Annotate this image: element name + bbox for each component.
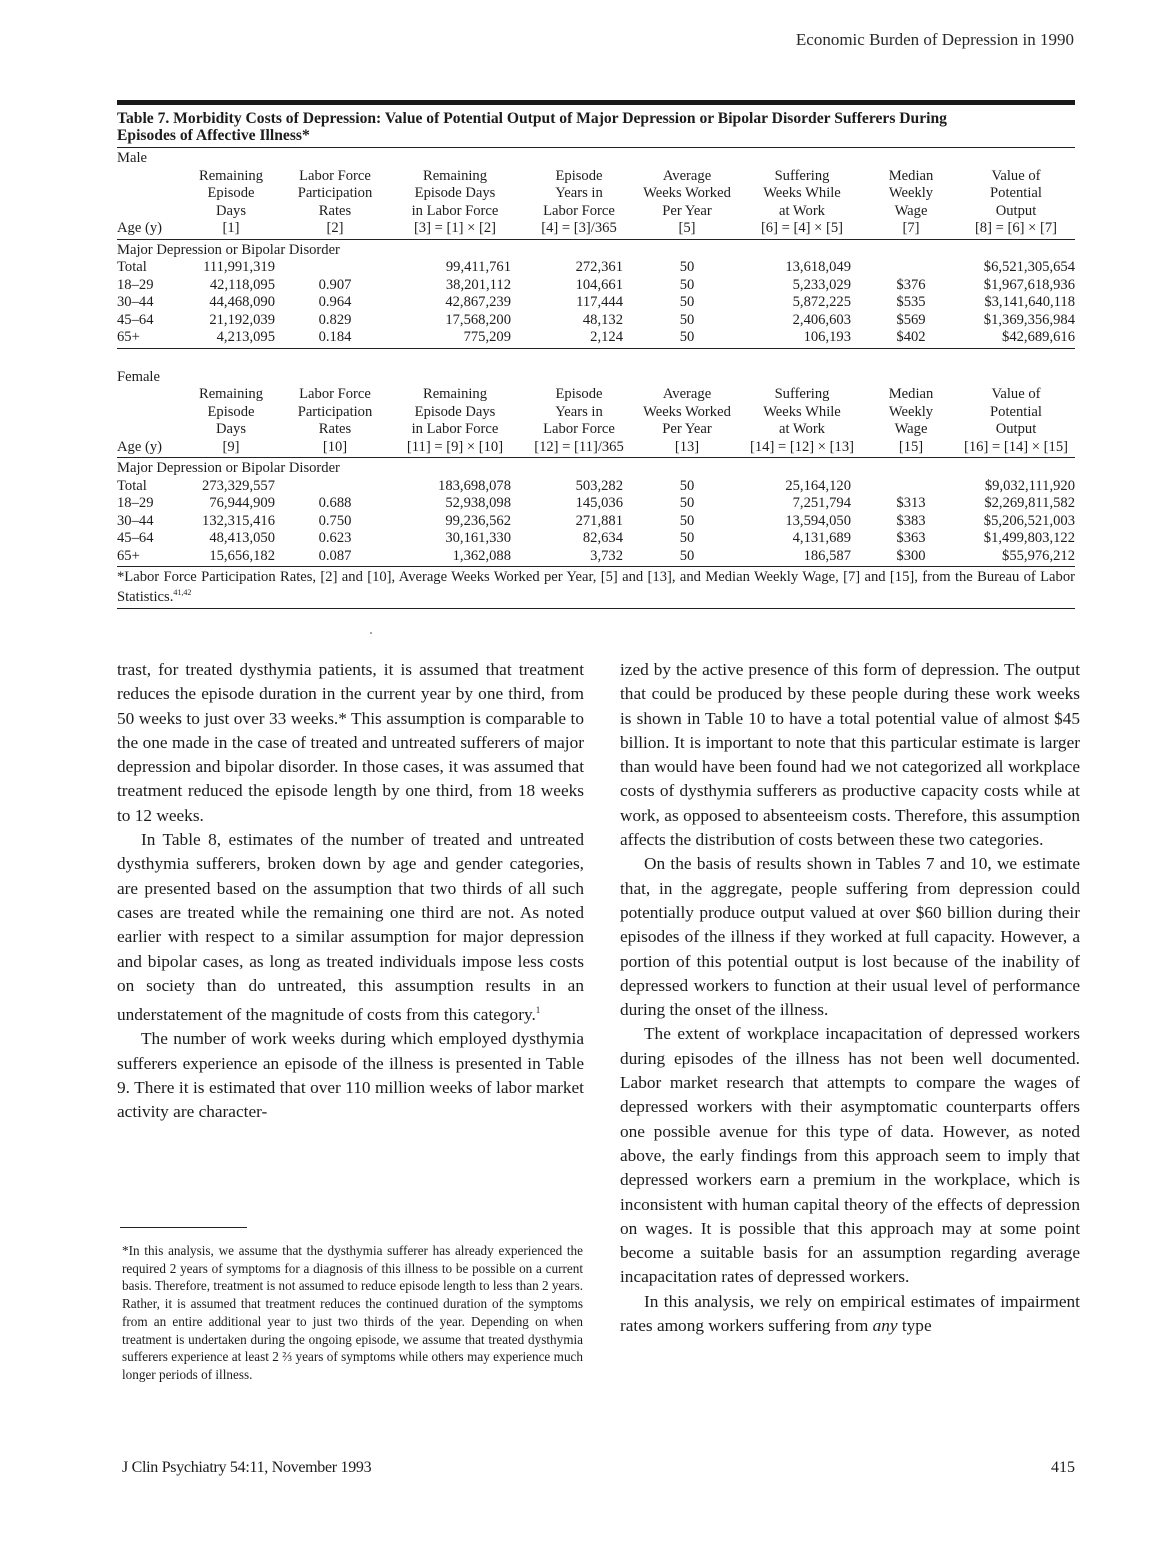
citation-ref: 1 [535, 1005, 541, 1016]
column-header: Years in [555, 403, 603, 420]
paragraph: The extent of workplace incapacitation of depressed workers during episodes of the illness has not been well documented. Labor market research that attempts to compare the wages of depressed workers with their asymptomatic counterparts offers one possible avenue for this type of data. However, as noted above, the early findings from this approach seem to imply that depressed workers earn a premium in the workplace, which is inconsistent with human capital theory of the effects of depression on wages. It is possible that this approach may at some point become a suitable basis for an assumption regarding average incapacitation rates of depressed workers. [620, 1024, 1080, 1287]
table-cell: 273,329,557 [202, 477, 275, 494]
table-row [117, 294, 1075, 312]
column-header: [12] = [11]/365 [523, 439, 635, 458]
column-header: Labor Force [299, 167, 371, 184]
column-header [117, 421, 179, 439]
column-header: Median [888, 167, 934, 184]
column-header: Days [216, 421, 246, 437]
table-cell: 15,656,182 [179, 548, 283, 567]
table-cell: 5,872,225 [792, 294, 851, 310]
table-cell: 45–64 [117, 530, 154, 546]
table-cell: 52,938,098 [445, 495, 511, 511]
table-cell: 48,132 [582, 311, 623, 328]
table-cell: 50 [679, 276, 695, 293]
table-cell: 272,361 [575, 259, 623, 275]
column-header: [13] [635, 439, 739, 458]
column-header: Remaining [198, 386, 264, 402]
column-header: Output [995, 421, 1037, 437]
footnote-separator [120, 1227, 247, 1228]
table-cell: Total [117, 259, 147, 275]
column-header: Median [888, 386, 934, 402]
table-cell: $6,521,305,654 [983, 259, 1075, 275]
table-cell: 65+ [117, 548, 179, 567]
table-cell: 50 [679, 512, 695, 529]
column-header: Participation [297, 185, 373, 201]
table-cell: 99,411,761 [445, 259, 511, 275]
body-column-right [620, 658, 1080, 1338]
table-cell: 0.184 [283, 329, 387, 348]
table-cell: $376 [896, 276, 926, 293]
table-row [117, 329, 1075, 348]
column-header: Age (y) [117, 439, 179, 458]
column-header [117, 386, 179, 404]
paragraph: In Table 8, estimates of the number of treated and untreated dysthymia sufferers, broken down by age and gender categories, are presented based on the assumption that two thirds of all such cases are treated while the remaining one third are not. As noted earlier with respect to a similar assumption for major depression and bipolar cases, as long as treated individuals impose less costs on society than do untreated, this assumption results in an understatement of the magnitude of costs from this category.$^1$ [117, 830, 584, 1024]
table-cell: 50 [679, 530, 695, 546]
column-header: Per Year [662, 202, 712, 219]
column-header: Episode [555, 167, 603, 184]
column-header: Average [662, 167, 712, 184]
table-title-line-2: Episodes of Affective Illness* [117, 127, 310, 144]
column-header: Weeks While [763, 403, 841, 420]
table-cell: 42,118,095 [209, 276, 275, 293]
table-cell: 775,209 [387, 329, 523, 348]
column-header: [8] = [6] × [7] [957, 220, 1075, 239]
column-header: Weekly [888, 403, 934, 420]
column-header: [5] [635, 220, 739, 239]
table-cell: 145,036 [575, 495, 623, 511]
table-top-rule [117, 100, 1075, 105]
column-header: Days [216, 202, 246, 219]
table-cell: 0.907 [318, 276, 352, 293]
page-number: 415 [1051, 1459, 1075, 1476]
column-header: Episode Days [414, 185, 496, 201]
table-cell: 50 [679, 294, 695, 310]
table-cell: 13,594,050 [785, 512, 851, 529]
table-body [117, 148, 1075, 567]
table-cell: 25,164,120 [785, 477, 851, 494]
table-cell: 30,161,330 [445, 530, 511, 546]
group-label: Major Depression or Bipolar Disorder [117, 241, 340, 258]
table-cell: 0.688 [318, 495, 352, 511]
column-header: [2] [283, 220, 387, 239]
column-header: Value of [991, 167, 1041, 184]
column-header: [4] = [3]/365 [523, 220, 635, 239]
table-cell: 99,236,562 [445, 512, 511, 529]
table-cell: 18–29 [117, 276, 154, 293]
column-header [117, 168, 179, 186]
column-header: Participation [297, 403, 373, 420]
emphasis: any [872, 1316, 898, 1336]
column-header [117, 203, 179, 221]
section-gap [117, 348, 1075, 367]
column-header: Episode Days [414, 403, 496, 420]
table-row [117, 530, 1075, 548]
column-header: at Work [779, 421, 825, 437]
table-section-female [117, 367, 1075, 567]
table-cell: $1,499,803,122 [983, 530, 1075, 546]
table-cell: 4,213,095 [179, 329, 283, 348]
paragraph: On the basis of results shown in Tables 7 and 10, we estimate that, in the aggregate, people suffering from depression could potentially produce output valued at over $60 billion during their episodes of the illness if they worked at full capacity. However, a portion of this potential output is lost because of the inability of depressed workers to function at their usual level of performance during the onset of the illness. [620, 854, 1080, 1020]
table-footnote-refs: 41,42 [173, 588, 192, 597]
table-cell: 2,124 [523, 329, 635, 348]
column-header [117, 404, 179, 422]
column-header: Episode [207, 185, 255, 201]
scan-speck [370, 632, 372, 634]
table-cell: 82,634 [582, 530, 623, 546]
table-cell: $3,141,640,118 [984, 294, 1075, 310]
column-header: Value of [991, 386, 1041, 402]
column-header: Remaining [198, 167, 264, 184]
table-cell: 0.750 [318, 512, 352, 529]
table-cell: 106,193 [739, 329, 865, 348]
table-cell [865, 478, 957, 496]
table-cell: 21,192,039 [209, 311, 275, 328]
gender-label: Male [117, 150, 147, 166]
table-cell: 38,201,112 [445, 276, 511, 293]
table-cell: 132,315,416 [202, 512, 275, 529]
table-cell: 30–44 [117, 294, 154, 310]
column-header: Potential [990, 403, 1042, 420]
table-cell: 30–44 [117, 512, 154, 529]
table-footnote [117, 567, 1075, 609]
column-header [117, 185, 179, 203]
table-title [117, 110, 1075, 144]
column-header: in Labor Force [411, 421, 499, 437]
column-header: [11] = [9] × [10] [387, 439, 523, 458]
column-header: Labor Force [299, 386, 371, 402]
column-header: Weeks While [763, 185, 841, 201]
table-cell: 45–64 [117, 311, 154, 328]
table-cell: 50 [635, 329, 739, 348]
table-cell: Total [117, 477, 147, 494]
table-cell: 111,991,319 [203, 259, 275, 275]
column-header: Age (y) [117, 220, 179, 239]
column-header: Episode [555, 386, 603, 402]
column-header: [7] [865, 220, 957, 239]
table-cell: 4,131,689 [792, 530, 851, 546]
table-cell: $1,967,618,936 [983, 276, 1075, 293]
table-cell: $55,976,212 [957, 548, 1075, 567]
table-cell: $300 [865, 548, 957, 567]
table-cell: 183,698,078 [438, 477, 511, 494]
table-cell: 17,568,200 [445, 311, 511, 328]
column-header: Suffering [774, 386, 830, 402]
table-cell: 50 [679, 311, 695, 328]
table-cell: 44,468,090 [209, 294, 275, 310]
table-cell: 271,881 [575, 512, 623, 529]
table-7 [117, 100, 1075, 609]
paragraph: trast, for treated dysthymia patients, it is assumed that treatment reduces the episode duration in the current year by one third, from 50 weeks to just over 33 weeks.* This assumption is comparable to the one made in the case of treated and untreated sufferers of major depression and bipolar disorder. In those cases, it was assumed that treatment reduced the episode length by one third, from 18 weeks to 12 weeks. [117, 660, 584, 825]
table-cell: 0.964 [318, 294, 352, 310]
table-cell: 76,944,909 [209, 495, 275, 511]
table-cell: $535 [896, 294, 926, 310]
table-cell: 48,413,050 [209, 530, 275, 546]
table-cell: 50 [679, 495, 695, 511]
table-cell: $2,269,811,582 [984, 495, 1075, 511]
table-cell: 13,618,049 [785, 259, 851, 275]
table-cell: 503,282 [575, 477, 623, 494]
table-cell: $9,032,111,920 [984, 477, 1075, 494]
column-header: Weekly [888, 185, 934, 201]
column-header: Output [995, 202, 1037, 219]
column-header: Wage [894, 421, 928, 437]
table-footnote-text: *Labor Force Participation Rates, [2] and [10], Average Weeks Worked per Year, [5] and [13], and Median Weekly Wage, [7] and [15], from the Bureau of Labor Statistics. [117, 569, 1075, 605]
column-header: [6] = [4] × [5] [739, 220, 865, 239]
column-header: [15] [865, 439, 957, 458]
journal-citation: J Clin Psychiatry 54:11, November 1993 [122, 1459, 372, 1476]
column-header: Suffering [774, 167, 830, 184]
table-cell [865, 259, 957, 277]
table-cell: 7,251,794 [792, 495, 851, 511]
gender-label: Female [117, 368, 160, 385]
table-cell: 2,406,603 [792, 311, 851, 328]
column-header: Labor Force [543, 421, 615, 437]
table-cell: $569 [896, 311, 926, 328]
table-row [117, 548, 1075, 567]
table-cell: 42,867,239 [445, 294, 511, 310]
column-header: Labor Force [543, 202, 615, 219]
column-header: in Labor Force [411, 202, 499, 219]
column-header: Per Year [662, 421, 712, 437]
paragraph: The number of work weeks during which employed dysthymia sufferers experience an episode of the illness is presented in Table 9. There it is estimated that over 110 million weeks of labor market activity are character- [117, 1029, 584, 1122]
table-cell: $313 [896, 495, 926, 511]
table-cell: 1,362,088 [387, 548, 523, 567]
column-header: Potential [990, 185, 1042, 201]
table-cell: 50 [635, 548, 739, 567]
table-cell: 104,661 [575, 276, 623, 293]
table-cell [283, 259, 387, 277]
paragraph: In this analysis, we rely on empirical estimates of impairment rates among workers suffering from any type [620, 1291, 1080, 1336]
body-column-left [117, 658, 584, 1124]
column-header: [1] [179, 220, 283, 239]
column-header: Episode [207, 403, 255, 420]
table-row [117, 312, 1075, 330]
column-header: [16] = [14] × [15] [957, 439, 1075, 458]
table-row [117, 259, 1075, 277]
column-header: Average [662, 386, 712, 402]
column-header: Years in [555, 185, 603, 201]
column-header: Rates [318, 202, 352, 219]
column-header: Remaining [422, 167, 488, 184]
group-label: Major Depression or Bipolar Disorder [117, 460, 340, 476]
table-cell: $1,369,356,984 [983, 311, 1075, 328]
column-header: Rates [318, 421, 352, 437]
column-header: Wage [894, 202, 928, 219]
table-section-male [117, 148, 1075, 348]
table-cell: $383 [896, 512, 926, 529]
table-title-line-1: Table 7. Morbidity Costs of Depression: Value of Potential Output of Major Depression or Bipolar Disorder Sufferers During [117, 110, 947, 127]
table-cell: 186,587 [739, 548, 865, 567]
column-header: [3] = [1] × [2] [387, 220, 523, 239]
table-cell: 0.087 [283, 548, 387, 567]
column-header: [10] [283, 439, 387, 458]
table-cell: 117,444 [576, 294, 623, 310]
paragraph: ized by the active presence of this form of depression. The output that could be produced by these people during these work weeks is shown in Table 10 to have a total potential value of almost $45 billion. It is important to note that this particular estimate is larger than would have been found had we not categorized all workplace costs of dysthymia sufferers as productive capacity costs while at work, as opposed to absenteeism costs. Therefore, this assumption affects the distribution of costs between these two categories. [620, 660, 1080, 850]
table-cell: 65+ [117, 329, 179, 348]
table-cell: 50 [679, 259, 695, 275]
column-header: Weeks Worked [643, 403, 731, 420]
column-header: [14] = [12] × [13] [739, 439, 865, 458]
table-cell: 5,233,029 [792, 276, 851, 293]
running-head: Economic Burden of Depression in 1990 [795, 30, 1074, 49]
table-row [117, 495, 1075, 513]
column-header: at Work [779, 202, 825, 219]
column-header: [9] [179, 439, 283, 458]
table-cell [283, 478, 387, 496]
table-cell: $42,689,616 [957, 329, 1075, 348]
table-cell: $5,206,521,003 [983, 512, 1075, 529]
table-cell: 0.623 [318, 530, 352, 546]
table-cell: 3,732 [523, 548, 635, 567]
table-row [117, 478, 1075, 496]
table-row [117, 513, 1075, 531]
table-cell: 0.829 [318, 311, 352, 328]
column-header: Weeks Worked [643, 185, 731, 201]
page-footnote: *In this analysis, we assume that the dysthymia sufferer has already experienced the required 2 years of symptoms for a diagnosis of this illness to be possible on a current basis. Therefore, treatment is not assumed to reduce episode length to less than 2 years. Rather, it is assumed that treatment reduces the continued duration of the symptoms from an entire additional year to just two thirds of the year. Depending on when treatment is undertaken during the ongoing episode, we assume that treated dysthymia sufferers experience at least 2 ⅔ years of symptoms while others may experience much longer periods of illness. [122, 1243, 583, 1382]
column-header: Remaining [422, 386, 488, 402]
table-cell: 18–29 [117, 495, 154, 511]
table-cell: 50 [679, 477, 695, 494]
table-cell: $363 [896, 530, 926, 546]
table-row [117, 277, 1075, 295]
table-cell: $402 [865, 329, 957, 348]
